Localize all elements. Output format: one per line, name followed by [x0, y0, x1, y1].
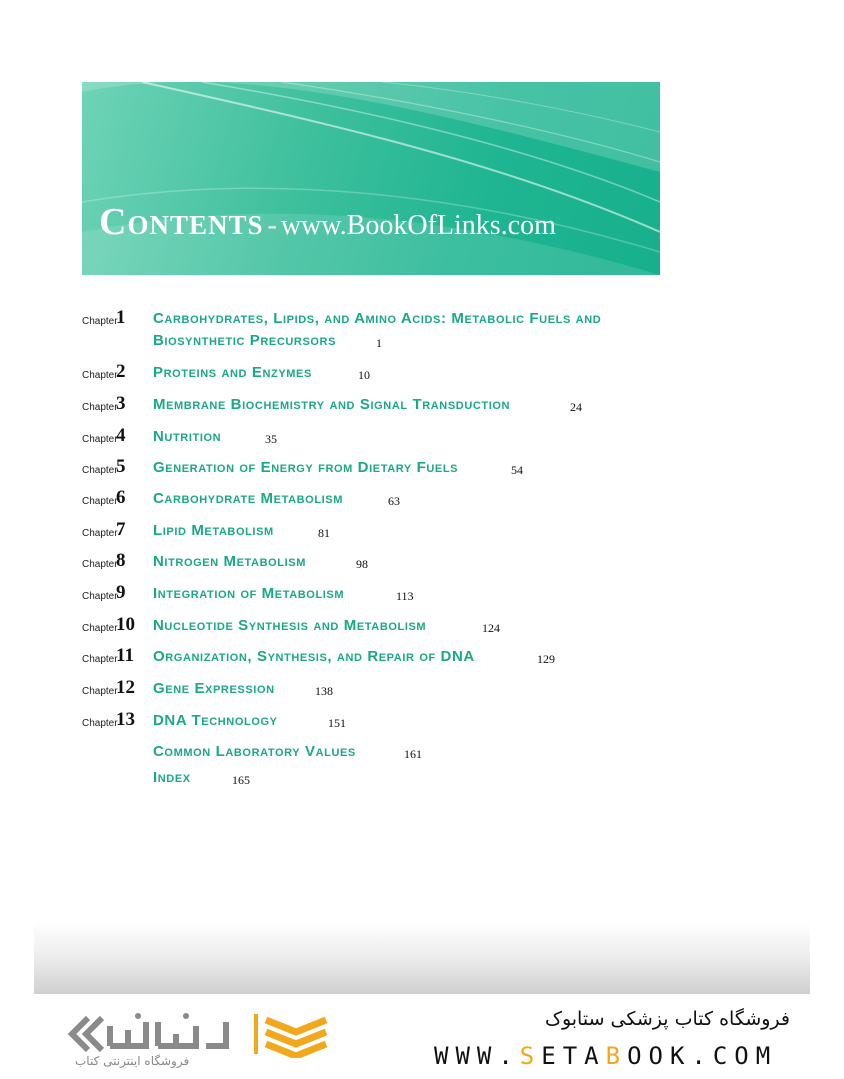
- banner-wave-decoration: [82, 82, 660, 275]
- page-number: 24: [570, 400, 582, 414]
- contents-heading: Contents: [99, 201, 264, 243]
- chapter-title[interactable]: Nutrition: [153, 428, 222, 445]
- chapter-title[interactable]: Lipid Metabolism: [153, 522, 274, 539]
- chapter-number: 6: [116, 487, 126, 508]
- chapter-number: 10: [116, 614, 135, 635]
- page-shadow: [34, 922, 810, 994]
- page-number: 63: [388, 494, 400, 508]
- toc-row-lab-values[interactable]: [0, 743, 844, 765]
- toc-row-chapter-2[interactable]: [0, 361, 844, 386]
- toc-row-chapter-9[interactable]: [0, 582, 844, 607]
- page-number: 124: [482, 621, 500, 635]
- chapter-title[interactable]: Gene Expression: [153, 680, 275, 697]
- chapter-label: Chapter: [82, 528, 118, 539]
- chapter-label: Chapter: [82, 402, 118, 413]
- setabook-footer: [0, 994, 844, 1079]
- chapter-title[interactable]: Organization, Synthesis, and Repair of DNA: [153, 648, 475, 665]
- toc-row-chapter-11[interactable]: [0, 645, 844, 670]
- chapter-number: 2: [116, 361, 126, 382]
- chapter-label: Chapter: [82, 718, 118, 729]
- chapter-title[interactable]: Membrane Biochemistry and Signal Transduction: [153, 396, 511, 413]
- chapter-title[interactable]: Carbohydrate Metabolism: [153, 490, 343, 507]
- url-part: WWW.: [434, 1042, 520, 1070]
- chapter-label: Chapter: [82, 559, 118, 570]
- chapter-label: Chapter: [82, 316, 118, 327]
- page-title: [99, 200, 556, 244]
- chapter-label: Chapter: [82, 465, 118, 476]
- page-number: 10: [358, 368, 370, 382]
- chapter-label: Chapter: [82, 434, 118, 445]
- chapter-title[interactable]: Integration of Metabolism: [153, 585, 345, 602]
- toc-row-chapter-6[interactable]: [0, 487, 844, 512]
- toc-row-chapter-13[interactable]: [0, 709, 844, 734]
- toc-row-chapter-4[interactable]: [0, 425, 844, 450]
- page-number: 98: [356, 557, 368, 571]
- chapter-number: 13: [116, 709, 135, 730]
- contents-banner: [82, 82, 660, 275]
- toc-row-chapter-7[interactable]: [0, 519, 844, 544]
- chapter-label: Chapter: [82, 591, 118, 602]
- chapter-title-line2[interactable]: Biosynthetic Precursors: [153, 332, 337, 349]
- appendix-title[interactable]: Common Laboratory Values: [153, 743, 356, 760]
- chapter-label: Chapter: [82, 654, 118, 665]
- toc-row-chapter-10[interactable]: [0, 614, 844, 639]
- page-number: 161: [404, 747, 422, 761]
- toc-row-chapter-12[interactable]: [0, 677, 844, 702]
- toc-row-chapter-1[interactable]: [0, 307, 844, 332]
- url-accent: S: [519, 1042, 542, 1070]
- chapter-label: Chapter: [82, 496, 118, 507]
- setabook-logo-icon: [66, 1012, 336, 1058]
- page-number: 54: [511, 463, 523, 477]
- page-number: 1: [376, 336, 382, 350]
- chapter-title[interactable]: Nucleotide Synthesis and Metabolism: [153, 617, 427, 634]
- page-number: 35: [265, 432, 277, 446]
- page-number: 113: [396, 589, 414, 603]
- chapter-title[interactable]: Nitrogen Metabolism: [153, 553, 306, 570]
- chapter-number: 8: [116, 550, 126, 571]
- toc-row-chapter-8[interactable]: [0, 550, 844, 575]
- chapter-title[interactable]: Proteins and Enzymes: [153, 364, 312, 381]
- url-accent: B: [605, 1042, 628, 1070]
- url-part: ETA: [541, 1042, 606, 1070]
- chapter-title-line1[interactable]: Carbohydrates, Lipids, and Amino Acids: Metabolic Fuels and: [153, 310, 602, 327]
- chapter-label: Chapter: [82, 370, 118, 381]
- toc-row-index[interactable]: [0, 769, 844, 791]
- title-separator: -: [267, 210, 277, 241]
- page-number: 138: [315, 684, 333, 698]
- shop-url[interactable]: [434, 1042, 777, 1070]
- chapter-title[interactable]: DNA Technology: [153, 712, 278, 729]
- chapter-title[interactable]: Generation of Energy from Dietary Fuels: [153, 459, 459, 476]
- chapter-number: 12: [116, 677, 135, 698]
- toc-row-chapter-1-cont[interactable]: [0, 332, 844, 354]
- chapter-number: 7: [116, 519, 126, 540]
- chapter-number: 11: [116, 645, 134, 666]
- book-url: www.BookOfLinks.com: [280, 210, 556, 241]
- shop-name: فروشگاه کتاب پزشکی ستابوک: [544, 1008, 790, 1030]
- toc-row-chapter-3[interactable]: [0, 393, 844, 418]
- appendix-title[interactable]: Index: [153, 769, 191, 786]
- page-number: 129: [537, 652, 555, 666]
- chapter-label: Chapter: [82, 623, 118, 634]
- page-number: 165: [232, 773, 250, 787]
- chapter-number: 9: [116, 582, 126, 603]
- url-part: OOK.COM: [627, 1042, 778, 1070]
- page-number: 151: [328, 716, 346, 730]
- chapter-number: 1: [116, 307, 126, 328]
- chapter-label: Chapter: [82, 686, 118, 697]
- logo-caption: فروشگاه اینترنتی کتاب: [75, 1054, 190, 1068]
- chapter-number: 4: [116, 425, 126, 446]
- page-number: 81: [318, 526, 330, 540]
- toc-row-chapter-5[interactable]: [0, 456, 844, 481]
- chapter-number: 5: [116, 456, 126, 477]
- chapter-number: 3: [116, 393, 126, 414]
